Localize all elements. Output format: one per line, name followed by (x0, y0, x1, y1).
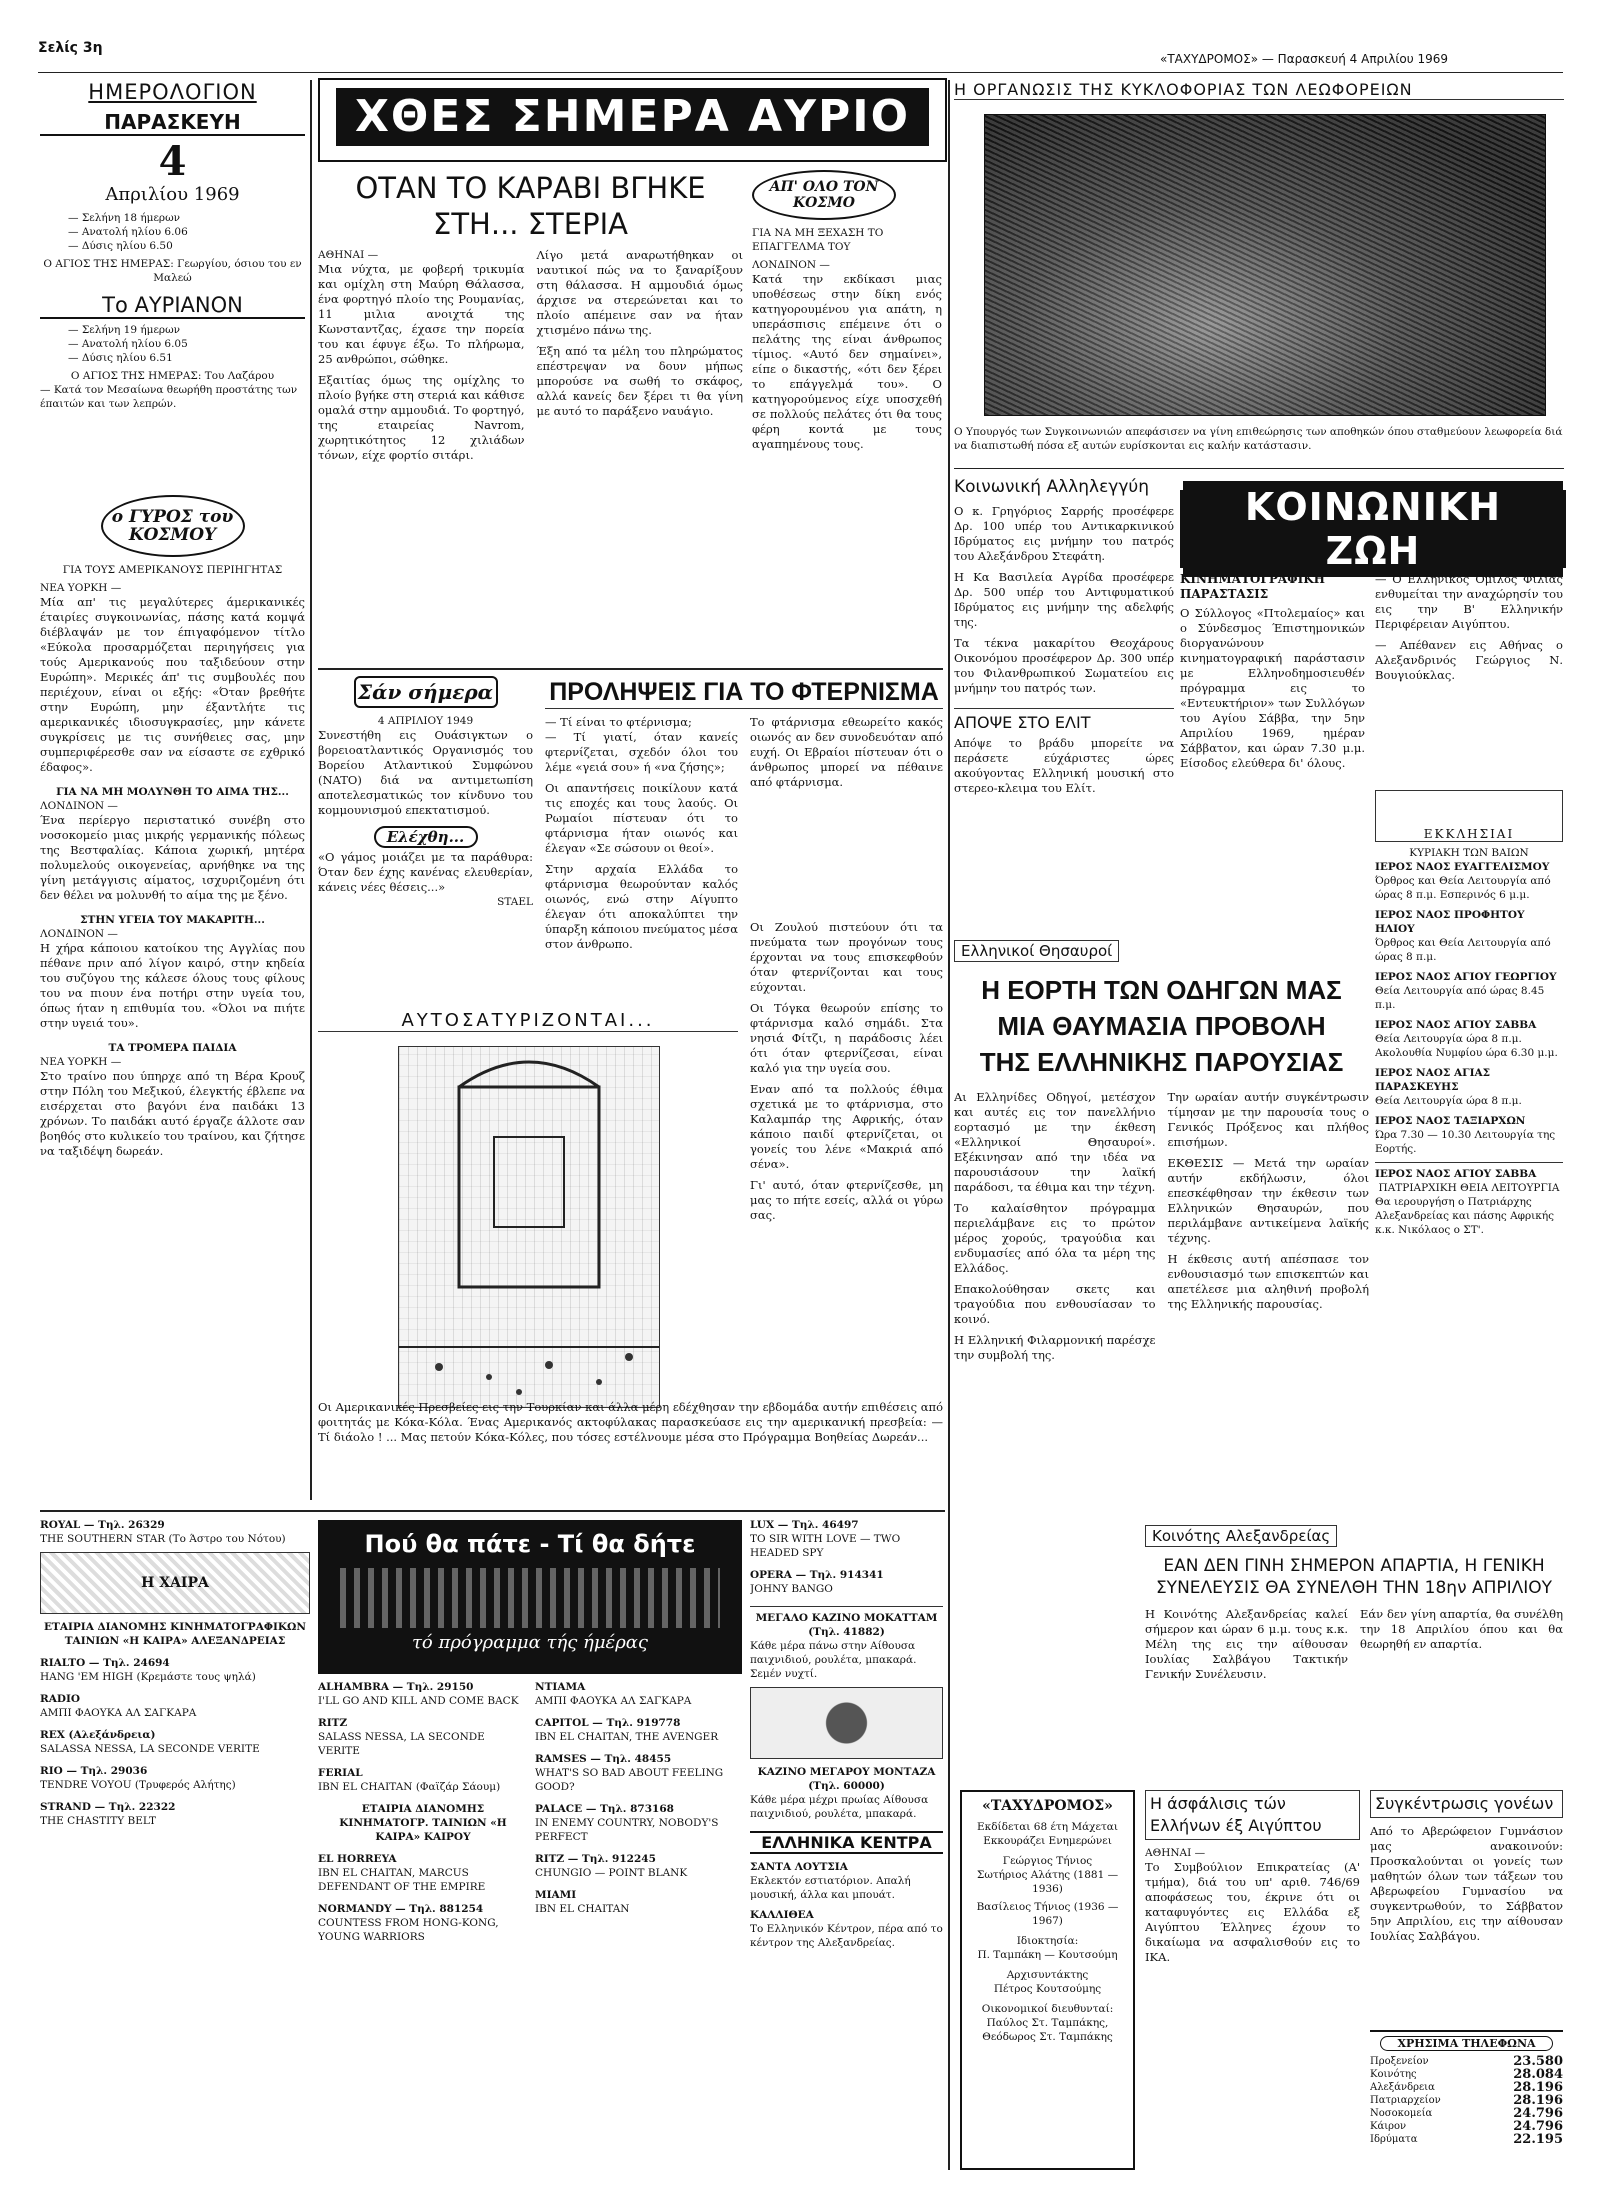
ritz2-film: CHUNGIO — POINT BLANK (535, 1867, 688, 1879)
ekklisia-header (1375, 790, 1563, 842)
phone-number: 23.580 (1513, 2054, 1563, 2069)
phone-name: Προξενείον (1370, 2056, 1429, 2067)
thisavroi-left4: Η Ελληνική Φιλαρμονική παρέσχε την συμβολή της. (954, 1333, 1156, 1362)
health-title: ΣΤΗΝ ΥΓΕΙΑ ΤΟΥ ΜΑΚΑΡΙΤΗ... (80, 914, 265, 926)
thisavroi-right2: ΕΚΘΕΣΙΣ — Μετά την ωραίαν αυτήν εκδήλωσιν, όλοι επεσκέφθησαν την έκθεσιν των Ελληνικών Θησαυρών, που περιλάμβανε αντικείμενα λαϊκής τέχνης. (1167, 1156, 1369, 1245)
tax-sub: Εκδίδεται 68 έτη Μάχεται Εκκουράζει Ενημερώνει (976, 1821, 1119, 1847)
strand-name: STRAND — Τηλ. 22322 (40, 1801, 176, 1813)
cartoon-art (399, 1047, 659, 1407)
top-rule (38, 72, 1563, 73)
koinoniki-text2: Η Κα Βασιλεία Αγρίδα προσέφερε Δρ. 500 υπέρ του Αντιφυματικού Ιδρύματος εις μνήμην της αδελφής της. (954, 570, 1174, 629)
ferial-name: FERIAL (318, 1767, 363, 1779)
mold-text: Ένα περίεργο περιστατικό συνέβη στο νοσοκομείο μιας μικρής γερμανικής πόλεως της Βεστφαλίας. Κάποια χωρική, μητέρα πολυμελούς οικογενείας, αρνήθηκε να της γίνη μετάγγισις αίματος, ισχυριζομένη ότι δεν θέλει να μολυνθή το αίμα της με ξένο. (40, 813, 305, 902)
montaza-text: Κάθε μέρα μέχρι πρωίας Αίθουσα παιχνιδιού, ρουλέτα, μπακαρά. (750, 1794, 929, 1820)
koinotis-headline: ΕΑΝ ΔΕΝ ΓΙΝΗ ΣΗΜΕΡΟΝ ΑΠΑΡΤΙΑ, Η ΓΕΝΙΚΗ ΣΥΝΕΛΕΥΣΙΣ ΘΑ ΣΥΝΕΛΘΗ ΤΗΝ 18ην ΑΠΡΙΛΙΟΥ (1155, 1556, 1553, 1598)
ny-dateline: ΝΕΑ ΥΟΡΚΗ — (40, 582, 122, 594)
zoi-right-text1: — Ο Ελληνικός Όμιλος Φιλίας ενθυμείται την αναχώρησίν του εις την Β' Ελληνικήν Περιφέρειαν Αιγύπτου. (1375, 572, 1563, 631)
phone-row (1370, 2133, 1563, 2146)
distrib2: ΕΤΑΙΡΙΑ ΔΙΑΝΟΜΗΣ ΚΙΝΗΜΑΤΟΓΡ. ΤΑΙΝΙΩΝ «Η ΚΑΙΡΑ» ΚΑΙΡΟΥ (339, 1803, 507, 1843)
thisavroi-section (954, 940, 1369, 1520)
elexthi-text: «Ο γάμος μοιάζει με τα παράθυρα: Όταν δεν έχης κανένας ελευθερίαν, κάνεις νέες θέσεις...» (318, 850, 533, 894)
calendar-t-saint: Ο ΑΓΙΟΣ ΤΗΣ ΗΜΕΡΑΣ: Του Λαζάρου (70, 370, 275, 382)
calendar-saint: Ο ΑΓΙΟΣ ΤΗΣ ΗΜΕΡΑΣ: Γεωργίου, όσιου του εν Μαλεώ (43, 258, 302, 284)
casino-art (750, 1687, 943, 1759)
skyline (340, 1568, 720, 1628)
ship-story (318, 170, 743, 670)
elexthi-author: STAEL (497, 896, 533, 908)
phone-number: 22.195 (1513, 2132, 1563, 2147)
health-dateline: ΛΟΝΔΙΝΟΝ — (40, 928, 118, 940)
koinotis-text1: Η Κοινότης Αλεξανδρείας καλεί σήμερον και ώραν 6 μ.μ. τους κ.κ. Μέλη της εις την αίθουσαν Ιουλίας Σαλβάγου Τακτικήν Γενικήν Συνέλευσιν. (1145, 1607, 1348, 1681)
phones-title: ΧΡΗΣΙΜΑ ΤΗΛΕΦΩΝΑ (1380, 2036, 1553, 2051)
elexthi-title: Ελέχθη... (374, 826, 478, 848)
kinimato-text: Ο Σύλλογος «Πτολεμαίος» και ο Σύνδεσμος Έπιστημονικών διοργανώνουν κινηματογραφική παράστασιν με Ελληνοδημοσιευθέν πρόγραμμα εις το «Εντευκτήριον» των Συλλόγων του Αγίου Σάββα, την 5ην Απριλίου 1969, ημέραν Σάββατον, και ώραν 7.30 μ.μ. Είσοδος ελεύθερα δι' όλους. (1180, 606, 1365, 770)
right-rule-1 (954, 468, 1564, 469)
phone-name: Ιδρύματα (1370, 2134, 1418, 2145)
lux-name: LUX — Τηλ. 46497 (750, 1519, 859, 1531)
elit-title: ΑΠΟΨΕ ΣΤΟ ΕΛΙΤ (954, 708, 1174, 732)
apolo-logo: ΑΠ' ΟΛΟ ΤΟΝ ΚΟΣΜΟ (752, 170, 896, 220)
pou-title: Πού θα πάτε - Τί θα δήτε (364, 1530, 696, 1558)
thisavroi-headline2: ΜΙΑ ΘΑΥΜΑΣΙΑ ΠΡΟΒΟΛΗ (997, 1011, 1326, 1041)
kids-text: Στο τραίνο που ύπηρχε από τη Βέρα Κρουζ στην Πόλη του Μεξικού, έλεγκτής έβλεπε να εισέρχεται στο βαγόνι ένα παιδάκι 13 χρόνων. Το παιδάκι αυτό έργαζε άλλοτε σαν βοηθός στο κυλικείο του τραίνου, και ζήτησε να ταξιδέψη δωρεάν. (40, 1069, 305, 1158)
tax-editor: Πέτρος Κουτσούμης (993, 1983, 1102, 1995)
zoi-right-text2: — Απέθανεν εις Αθήνας ο Αλεξανδρινός Γεώργιος Ν. Βουγιούκλας. (1375, 638, 1563, 682)
mokattam-text: Κάθε μέρα πάνω στην Αίθουσα παιχνιδιού, ρουλέτα, μπακαρά. Σεμέν νυχτί. (750, 1640, 917, 1680)
opera-film: JOHNY BANGO (750, 1583, 833, 1595)
church4-text: Θεία Λειτουργία ώρα 8 π.μ. Ακολουθία Νυμφίου ώρα 6.30 μ.μ. (1375, 1033, 1558, 1059)
thisavroi-left1: Αι Ελληνίδες Οδηγοί, μετέσχον και αυτές εις τον πανελλήνιο εορτασμό με την έκθεση «Ελληνικοί Θησαυροί». Εξέκινησαν από την ιδέα να παρουσιάσουν την λαϊκή παράδοσι, τα έθιμα και την τέχνη. (954, 1090, 1156, 1194)
calendar-month-year: Απριλίου 1969 (105, 184, 240, 205)
ship-text2: Εξαιτίας όμως της ομίχλης το πλοίο βγήκε στη στεριά και κάθισε ομαλά στην αμμουδιά. Το φορτηγό, της εταιρείας Navrom, χωρητικότητος 12 χιλιάδων τόνων, είχε φορτίο σιτάρι. (318, 373, 525, 462)
koinoniki-allileggyi (954, 476, 1174, 936)
tax-founder: Γεώργιος Τήνιος (1002, 1855, 1093, 1867)
church6-text: Ώρα 7.30 — 10.30 Λειτουργία της Εορτής. (1375, 1129, 1556, 1155)
proleipseis-a1: — Τί γιατί, όταν κανείς φτερνίζεται, σχεδόν όλοι του λέμε «γειά σου» ή «να ζήσης»; (545, 730, 738, 774)
thisavroi-left3: Επακολούθησαν σκετς και τραγούδια που ενθουσίασαν το κοινό. (954, 1282, 1156, 1326)
ekklisies (1375, 790, 1563, 1510)
col-rule-1 (310, 80, 312, 1500)
proleipseis-headline: ΠΡΟΛΗΨΕΙΣ ΓΙΑ ΤΟ ΦΤΕΡΝΙΣΜΑ (545, 676, 943, 709)
col-rule-2 (948, 80, 950, 2170)
rio-film: TENDRE VOYOU (Τρυφερός Αλήτης) (40, 1779, 236, 1791)
cinema-rule (40, 1510, 945, 1512)
church3-name: ΙΕΡΟΣ ΝΑΟΣ ΑΓΙΟΥ ΓΕΩΡΓΙΟΥ (1375, 971, 1557, 983)
santa-name: ΣΑΝΤΑ ΛΟΥΤΣΙΑ (750, 1861, 848, 1873)
kids-title: ΤΑ ΤΡΟΜΕΡΑ ΠΑΙΔΙΑ (108, 1042, 237, 1054)
rex-film: SALASSA NESSA, LA SECONDE VERITE (40, 1743, 260, 1755)
thisavroi-tag: Ελληνικοί Θησαυροί (954, 940, 1119, 962)
proleipseis-text6: Εναν από τα πολλούς έθιμα σχετικά με το φτάρνισμα, στο Καλαμπάρ της Αφρικής, όταν κάποιο παιδί φτερνίζεται, οι γονείς του λένε «Μακριά από σένα». (750, 1082, 943, 1171)
royal-name: ROYAL — Τηλ. 26329 (40, 1519, 165, 1531)
calendar-sunset: — Δύσις ηλίου 6.50 (68, 240, 173, 252)
cinema-col-1 (40, 1518, 310, 2188)
zoi-kinimato (1180, 572, 1365, 892)
mold-dateline: ΛΟΝΔΙΝΟΝ — (40, 800, 118, 812)
gyros-subtitle: ΓΙΑ ΤΟΥΣ ΑΜΕΡΙΚΑΝΟΥΣ ΠΕΡΙΗΓΗΤΑΣ (62, 564, 283, 576)
capitol-name: CAPITOL — Τηλ. 919778 (535, 1717, 681, 1729)
thisavroi-right3: Η έκθεσις αυτή απέσπασε τον ενθουσιασμό των επισκεπτών και απετέλεσε μια αληθινή προβολή της Ελληνικής παρουσίας. (1167, 1252, 1369, 1311)
calendar-t-sunset: — Δύσις ηλίου 6.51 (68, 352, 173, 364)
cinema-col-4 (750, 1518, 943, 2188)
opera-name: OPERA — Τηλ. 914341 (750, 1569, 884, 1581)
calendar-date-num: 4 (158, 138, 187, 185)
synkentr-title: Συγκέντρωσις γονέων (1370, 1790, 1563, 1818)
rialto-name: RIALTO — Τηλ. 24694 (40, 1657, 170, 1669)
calendar-t-sunrise: — Ανατολή ηλίου 6.05 (68, 338, 188, 350)
proleipseis-q1: — Τί είναι το φτέρνισμα; (545, 715, 692, 729)
san-simera-date: 4 ΑΠΡΙΛΙΟΥ 1949 (377, 715, 474, 727)
rialto-film: HANG 'EM HIGH (Κρεμάστε τους ψηλά) (40, 1671, 256, 1683)
ny-text: Μία απ' τις μεγαλύτερες άμερικανικές έταιρίες συγκοινωνίας, πάσης κατά κομψά διέβλαψάν με τον έπιγαφόμενον τίτλο «Εύκολα προσαρμόζεται περιηγήσεις για τούς Αμερικανούς που ταξιδεύουν στην Ευρώπη». Μερικές άπ' τις συμβουλές που περιέχουν, είναι οι εξής: «Όταν βρεθήτε στην Ευρώπη, μην έξαντλήτε τις αμερικανικές ιδιοσυγκρασίες, μην κάνετε συγκρίσεις με τις συνήθειες σας, μην συμπεριφέρεσθε σαν να είσαστε σε εχθρικό έδαφος». (40, 595, 305, 774)
calendar (40, 80, 305, 460)
capitol-film: IBN EL CHAITAN, THE AVENGER (535, 1731, 719, 1743)
phone-number: 28.084 (1513, 2067, 1563, 2082)
zoi-banner (1180, 485, 1566, 573)
organosis-caption: Ο Υπουργός των Συγκοινωνιών απεφάσισεν να γίνη επιθεώρησις των αποθηκών όπου σταθμεύουν λεωφορεία διά να διαπιστωθή πόσα εξ αυτών ευρίσκονται εις καλήν κατάστασιν. (954, 426, 1563, 452)
church5-name: ΙΕΡΟΣ ΝΑΟΣ ΑΓΙΑΣ ΠΑΡΑΣΚΕΥΗΣ (1375, 1067, 1491, 1093)
kinimato-title: ΚΙΝΗΜΑΤΟΓΡΑΦΙΚΗ ΠΑΡΑΣΤΑΣΙΣ (1180, 572, 1326, 601)
normandy-film: COUNTESS FROM HONG-KONG, YOUNG WARRIORS (318, 1917, 499, 1943)
phones-box (1370, 2030, 1563, 2182)
elit-text: Απόψε το βράδυ μπορείτε να περάσετε εύχάριστες ώρες ακούγοντας Ελληνική μουσική στο στερεο-κλειμα του Ελίτ. (954, 736, 1174, 795)
apolo-column (752, 170, 942, 670)
ntiama-film: ΑΜΠΙ ΦΑΟΥΚΑ ΑΛ ΣΑΓΚΑΡΑ (535, 1695, 692, 1707)
church7-text: Θα ιερουργήση ο Πατριάρχης Αλεξανδρείας και πάσης Αφρικής κ.κ. Νικόλαος ο ΣΤ'. (1375, 1196, 1555, 1236)
ship-text4: Έξη από τα μέλη του πληρώματος επέστρεψαν να δουν μήπως μπορούσε να σωθή το σκάφος, αλλά κανείς δεν ξέρει τι θα γίνη με αυτό το παράξενο ναυάγιο. (536, 344, 743, 418)
proleipseis-text3: Το φτάρνισμα εθεωρείτο κακός οιωνός αν δεν συνοδευόταν από ευχή. Οι Εβραίοι πίστευαν ότι ο άνθρωπος μπορεί να πέθαινε από φτάρνισμα. (750, 715, 943, 789)
cinema-col-2 (318, 1680, 528, 2180)
san-simera-text: Συνεστήθη εις Ουάσιγκτων ο βορειοατλαντικός Οργανισμός του Βορείου Ατλαντικού Συμφώνου (NATO) διά να αντιμετωπίση αποτελεσματικώς τον κίνδυνο του κομμουνισμού επεκτατισμού. (318, 728, 533, 817)
cartoon-title: ΑΥΤΟΣΑΤΥΡΙΖΟΝΤΑΙ... (318, 1010, 738, 1032)
tax-admin-label: Οικονομικοί διευθυνταί: (981, 2003, 1114, 2015)
san-simera-title: Σάν σήμερα (354, 676, 498, 708)
ship-text1: Μια νύχτα, με φοβερή τρικυμία και ομίχλη στη Μαύρη Θάλασσα, ένα φορτηγό πλοίο της Ρουμανίας, 11 μιλια ανοιχτά της Κωνσταντζας, έχασε την πορεία του και έφυγε έξω. Το πλήρωμα, 25 ανθρώποι, σώθηκε. (318, 262, 525, 366)
apolo-dateline: ΛΟΝΔΙΝΟΝ — (752, 259, 830, 271)
horreya-film: IBN EL CHAITAN, MARCUS DEFENDANT OF THE EMPIRE (318, 1867, 486, 1893)
tax-owner: Π. Ταμπάκη — Κουτσούμη (977, 1949, 1118, 1961)
asfalisis-title: Η άσφάλισις τών Ελλήνων έξ Αιγύπτου (1145, 1790, 1360, 1840)
koinoniki-text3: Τα τέκνα μακαρίτου Θεοχάρους Οικονόμου προσέφερον Δρ. 300 υπέρ του Φιλανθρωπικού Σωματείου εις μνήμην του πατρός των. (954, 636, 1174, 695)
proleipseis-text5: Οι Τόγκα θεωρούν επίσης το φτάρνισμα καλό σημάδι. Στα νησιά Φίτζι, η παράδοσις λέει ότι όταν φτερνίζεσαι, είναι καλό για την υγεία σου. (750, 1001, 943, 1075)
asfalisis-text: Το Συμβούλιον Επικρατείας (Α' τμήμα), διά του υπ' αριθ. 746/69 αποφάσεως του, έκρινε ότι οι καταφυγόντες εις Ελλάδα εξ Αιγύπτου Έλληνες έχουν το δικαίωμα να ασφαλισθούν εις το ΙΚΑ. (1145, 1860, 1360, 1964)
church3-text: Θεία Λειτουργία από ώρας 8.45 π.μ. (1375, 985, 1545, 1011)
masthead-title: ΧΘΕΣ ΣΗΜΕΡΑ ΑΥΡΙΟ (336, 88, 929, 146)
ad1-box (40, 1552, 310, 1614)
tax-title: «ΤΑΧΥΔΡΟΜΟΣ» (982, 1798, 1113, 1814)
kallithea-name: ΚΑΛΛΙΘΕΑ (750, 1909, 814, 1921)
church1-name: ΙΕΡΟΣ ΝΑΟΣ ΕΥΑΓΓΕΛΙΣΜΟΥ (1375, 861, 1550, 873)
phones-list (1370, 2055, 1563, 2146)
church2-name: ΙΕΡΟΣ ΝΑΟΣ ΠΡΟΦΗΤΟΥ ΗΛΙΟΥ (1375, 909, 1525, 935)
ship-dateline: ΑΘΗΝΑΙ — (318, 249, 379, 261)
thisavroi-left2: Το καλαίσθητον πρόγραμμα περιελάμβανε εις το πρώτον μέρος χορούς, τραγούδια και ενδυμασίες από όλα τα μέρη της Ελλάδος. (954, 1201, 1156, 1275)
phone-number: 28.196 (1513, 2080, 1563, 2095)
ramses-name: RAMSES — Τηλ. 48455 (535, 1753, 672, 1765)
mokattam-name: ΜΕΓΑΛΟ ΚΑΖΙΝΟ ΜΟΚΑΤΤΑΜ (Τηλ. 41882) (750, 1606, 943, 1639)
kallithea-text: Το Ελληνικόν Κέντρον, πέρα από το κέντρον της Αλεξανδρείας. (750, 1923, 943, 1949)
proleipseis-text2: Στην αρχαία Ελλάδα το φτάρνισμα θεωρούνταν καλός οιωνός, ενώ στην Αίγυπτο έλεγαν ότι αποκαλύπτει την ύπαρξη κάποιου πνεύματος μέσα στον άνθρωπο. (545, 862, 738, 951)
left-column (40, 495, 305, 1495)
organosis-section (954, 80, 1564, 480)
kids-dateline: ΝΕΑ ΥΟΡΚΗ — (40, 1056, 122, 1068)
zoi-right (1375, 572, 1563, 792)
rex-name: REX (Αλεξάνδρεια) (40, 1729, 156, 1741)
organosis-headline: Η ΟΡΓΑΝΩΣΙΣ ΤΗΣ ΚΥΚΛΟΦΟΡΙΑΣ ΤΩΝ ΛΕΩΦΟΡΕΙΩΝ (954, 80, 1564, 100)
phone-number: 28.196 (1513, 2093, 1563, 2108)
ship-text3: Λίγο μετά αναρωτήθηκαν οι ναυτικοί πώς να το ξαναρίξουν στη θάλασσα. Η αμμουδιά όμως άρχισε να στερεώνεται και το πλοίο απέμεινε σαν να ήταν χτισμένο πάνω της. (536, 248, 743, 337)
proleipseis-text4: Οι Ζουλού πιστεύουν ότι τα πνεύματα των προγόνων τους έρχονται να τους επισκεφθούν όταν φτερνίζονται και τους εύχονται. (750, 920, 943, 994)
horreya-name: EL HORREYA (318, 1853, 397, 1865)
ritz-film: SALASS NESSA, LA SECONDE VERITE (318, 1731, 485, 1757)
calendar-sunrise: — Ανατολή ηλίου 6.06 (68, 226, 188, 238)
ad1-title: Η ΧΑΙΡΑ (141, 1575, 209, 1591)
alhambra-film: I'LL GO AND KILL AND COME BACK (318, 1695, 519, 1707)
phone-name: Νοσοκομεία (1370, 2108, 1433, 2119)
ramses-film: WHAT'S SO BAD ABOUT FEELING GOOD? (535, 1767, 724, 1793)
radio-name: RADIO (40, 1693, 81, 1705)
phone-number: 24.796 (1513, 2106, 1563, 2121)
phone-name: Αλεξάνδρεια (1370, 2082, 1435, 2093)
tax-owner-label: Ιδιοκτησία: (1016, 1935, 1079, 1947)
apolo-text: Κατά την εκδίκασι μιας υποθέσεως στην δίκη ενός κατηγορουμένου για απάτη, η υπεράσπισις επέμεινε ότι ο πελάτης της είναι άνθρωπος τίμιος. «Αυτό δεν σημαίνει», είπε ο δικαστής, «ότι δεν ξέρει το επάγγελμά του». Ο κατηγορούμενος είχε υποσχεθή σε πολλούς πελάτες ότι θα τους φέρη κοντά με τους αγαπημένους τους. (752, 272, 942, 451)
normandy-name: NORMANDY — Τηλ. 881254 (318, 1903, 484, 1915)
distrib1: ΕΤΑΙΡΙΑ ΔΙΑΝΟΜΗΣ ΚΙΝΗΜΑΤΟΓΡΑΦΙΚΩΝ ΤΑΙΝΙΩΝ «Η ΚΑΙΡΑ» ΑΛΕΞΑΝΔΡΕΙΑΣ (44, 1621, 306, 1647)
ferial-film: IBN EL CHAITAN (Φαϊζάρ Σάουμ) (318, 1781, 501, 1793)
santa-text: Εκλεκτόν εστιατόριον. Απαλή μουσική, άλλα και μπουάτ. (750, 1875, 911, 1901)
asfalisis-section (1145, 1790, 1360, 2185)
church7-name: ΙΕΡΟΣ ΝΑΟΣ ΑΓΙΟΥ ΣΑΒΒΑ (1375, 1168, 1537, 1180)
ship-headline: ΟΤΑΝ ΤΟ ΚΑΡΑΒΙ ΒΓΗΚΕ ΣΤΗ... ΣΤΕΡΙΑ (355, 171, 706, 241)
phone-number: 24.796 (1513, 2119, 1563, 2134)
thisavroi-headline3: ΤΗΣ ΕΛΛΗΝΙΚΗΣ ΠΑΡΟΥΣΙΑΣ (979, 1047, 1344, 1077)
royal-film: THE SOUTHERN STAR (Το Άστρο του Νότου) (40, 1533, 286, 1545)
proleipseis-text7: Γι' αυτό, όταν φτερνίζεσθε, μη μας το πήτε εσείς, αλλά οι γύρω σας. (750, 1178, 943, 1222)
kentra-title: ΕΛΛΗΝΙΚΑ ΚΕΝΤΡΑ (750, 1831, 943, 1854)
miami-name: MIAMI (535, 1889, 577, 1901)
cartoon-caption-text: Οι Αμερικανικές Πρεσβείες εις την Τουρκίαν και άλλα μέρη εδέχθησαν την εβδομάδα αυτήν επιθέσεις από φοιτητάς με Κόκα-Κόλα. Ένας Αμερικανός ακτοφύλακας παρασκεύασε εις την αμερικανική πρεσβεία: — Τί διάολο ! ... Μας πετούν Κόκα-Κόλες, που τόσες εστέλνουμε μέσα στο Πρόγραμμα Βοηθείας Δωρεάν... (318, 1400, 943, 1444)
bus-depot-photo (984, 114, 1546, 416)
palace-film: IN ENEMY COUNTRY, NOBODY'S PERFECT (535, 1817, 719, 1843)
koinotis-text2: Εάν δεν γίνη απαρτία, θα συνέλθη την 18 Απριλίου όπου και θα θεωρηθή εν απαρτία. (1360, 1607, 1563, 1651)
phone-name: Κοινότης (1370, 2069, 1417, 2080)
church1-text: Όρθρος και Θεία Λειτουργία από ώρας 8 π.μ. Εσπερινός 6 μ.μ. (1375, 875, 1551, 901)
pou-banner (318, 1520, 742, 1674)
calendar-moon: — Σελήνη 18 ήμερων (68, 212, 181, 224)
calendar-day: ΠΑΡΑΣΚΕΥΗ (40, 110, 305, 136)
tax-founder2: Βασίλειος Τήνιος (1936 — 1967) (976, 1901, 1119, 1927)
synkentr-text: Από το Αβερώφειον Γυμνάσιον μας ανακοινούν: Προσκαλούνται οι γονείς των μαθητών όλων των τάξεων του Αβερωφείου Γυμνασίου να συγκεντρωθούν, το Σάββατον 5ην Απριλίου, εις την αίθουσαν Ιουλίας Σαλβάγου. (1370, 1824, 1563, 1943)
mid-rule (318, 668, 943, 670)
calendar-t-saint-text: — Κατά τον Μεσαίωνα θεωρήθη προστάτης των έπαιτών και των λεπρών. (40, 384, 298, 410)
lux-film: TO SIR WITH LOVE — TWO HEADED SPY (750, 1533, 901, 1559)
kyriaki-title: ΚΥΡΙΑΚΗ ΤΩΝ ΒΑΙΩΝ (1409, 847, 1529, 859)
phone-name: Πατριαρχείον (1370, 2095, 1441, 2106)
ritz2-name: RITZ — Τηλ. 912245 (535, 1853, 656, 1865)
koinoniki-text1: Ο κ. Γρηγόριος Σαρρής προσέφερε Δρ. 100 υπέρ του Αντικαρκινικού Ιδρύματος εις μνήμην του πατρός του Αλεξάνδρου Στεφάτη. (954, 504, 1174, 563)
church4-name: ΙΕΡΟΣ ΝΑΟΣ ΑΓΙΟΥ ΣΑΒΒΑ (1375, 1019, 1537, 1031)
phone-name: Κάιρον (1370, 2121, 1407, 2132)
church6-name: ΙΕΡΟΣ ΝΑΟΣ ΤΑΞΙΑΡΧΩΝ (1375, 1115, 1526, 1127)
synkentr-section (1370, 1790, 1563, 2025)
montaza-name: ΚΑΖΙΝΟ ΜΕΓΑΡΟΥ ΜΟΝΤΑΖΑ (Τηλ. 60000) (757, 1766, 936, 1792)
cinema-col-3 (535, 1680, 740, 2180)
tax-founder-years: Σωτήριος Αλάτης (1881 — 1936) (976, 1869, 1119, 1895)
koinoniki-title: Κοινωνική Αλληλεγγύη (954, 477, 1149, 497)
tax-admin: Παύλος Στ. Ταμπάκης, Θεόδωρος Στ. Ταμπάκης (982, 2017, 1113, 2043)
taxydromos-box (960, 1790, 1135, 2170)
gyros-logo: ο ΓΥΡΟΣ του ΚΟΣΜΟΥ (101, 495, 245, 557)
ntiama-name: ΝΤΙΑΜΑ (535, 1681, 586, 1693)
tax-editor-label: Αρχισυντάκτης (1006, 1969, 1089, 1981)
mold-title: ΓΙΑ ΝΑ ΜΗ ΜΟΛΥΝΘΗ ΤΟ ΑΙΜΑ ΤΗΣ... (56, 786, 289, 798)
koinotis-section (1145, 1525, 1563, 1775)
health-text: Η χήρα κάποιου κατοίκου της Αγγλίας που πέθανε πριν από λίγον καιρό, στην κηδεία του συζύγου της κάλεσε όλους τους φίλους του να πιουν ένα ποτήρι στην υγεία του, όπως ήταν η επιθυμία του. «Όλοι να πιήτε στην υγειά του». (40, 941, 305, 1030)
masthead-box (318, 78, 947, 162)
ekklisia-label: ΕΚΚΛΗΣΙΑΙ (1423, 827, 1515, 841)
proleipseis-text1: Οι απαντήσεις ποικίλουν κατά τις εποχές και τους λαούς. Οι Ρωμαίοι πίστευαν ότι το φτάρνισμα ήταν οιωνός και έλεγαν «Σε σώσουν οι θεοί». (545, 781, 738, 855)
church2-text: Όρθρος και Θεία Λειτουργία από ώρας 8 π.μ. (1375, 937, 1551, 963)
cartoon-drawing (398, 1046, 660, 1408)
church5-text: Θεία Λειτουργία ώρα 8 π.μ. (1375, 1095, 1522, 1107)
koinotis-tag: Κοινότης Αλεξανδρείας (1145, 1525, 1337, 1547)
zoi-title: ΚΟΙΝΩΝΙΚΗ ΖΩΗ (1183, 481, 1563, 577)
alhambra-name: ALHAMBRA — Τηλ. 29150 (318, 1681, 474, 1693)
strand-film: THE CHASTITY BELT (40, 1815, 157, 1827)
church7-sub: ΠΑΤΡΙΑΡΧΙΚΗ ΘΕΙΑ ΛΕΙΤΟΥΡΓΙΑ (1378, 1182, 1560, 1194)
radio-film: ΑΜΠΙ ΦΑΟΥΚΑ ΑΛ ΣΑΓΚΑΡΑ (40, 1707, 197, 1719)
ritz-name: RITZ (318, 1717, 348, 1729)
paper-date: «ΤΑΧΥΔΡΟΜΟΣ» — Παρασκευή 4 Απριλίου 1969 (1160, 52, 1449, 66)
rio-name: RIO — Τηλ. 29036 (40, 1765, 148, 1777)
folio: Σελίς 3η (38, 40, 103, 56)
thisavroi-headline1: Η ΕΟΡΤΗ ΤΩΝ ΟΔΗΓΩΝ ΜΑΣ (981, 975, 1342, 1005)
palace-name: PALACE — Τηλ. 873168 (535, 1803, 674, 1815)
san-simera (318, 676, 533, 1006)
miami-film: IBN EL CHAITAN (535, 1903, 630, 1915)
calendar-t-moon: — Σελήνη 19 ήμερων (68, 324, 181, 336)
cartoon-caption (318, 1400, 943, 1500)
programma: τό πρόγραμμα τής ήμέρας (411, 1632, 649, 1653)
thisavroi-right1: Την ωραίαν αυτήν συγκέντρωσιν τίμησαν με την παρουσία τους ο Γενικός Πρόξενος και πλήθος επισήμων. (1167, 1090, 1369, 1149)
calendar-title: ΗΜΕΡΟΛΟΓΙΟΝ (88, 80, 257, 104)
apolo-subtitle: ΓΙΑ ΝΑ ΜΗ ΞΕΧΑΣΗ ΤΟ ΕΠΑΓΓΕΛΜΑ ΤΟΥ (752, 227, 884, 253)
calendar-tomorrow-title: Το ΑΥΡΙΑΝΟΝ (40, 293, 305, 319)
asfalisis-dateline: ΑΘΗΝΑΙ — (1145, 1847, 1206, 1859)
